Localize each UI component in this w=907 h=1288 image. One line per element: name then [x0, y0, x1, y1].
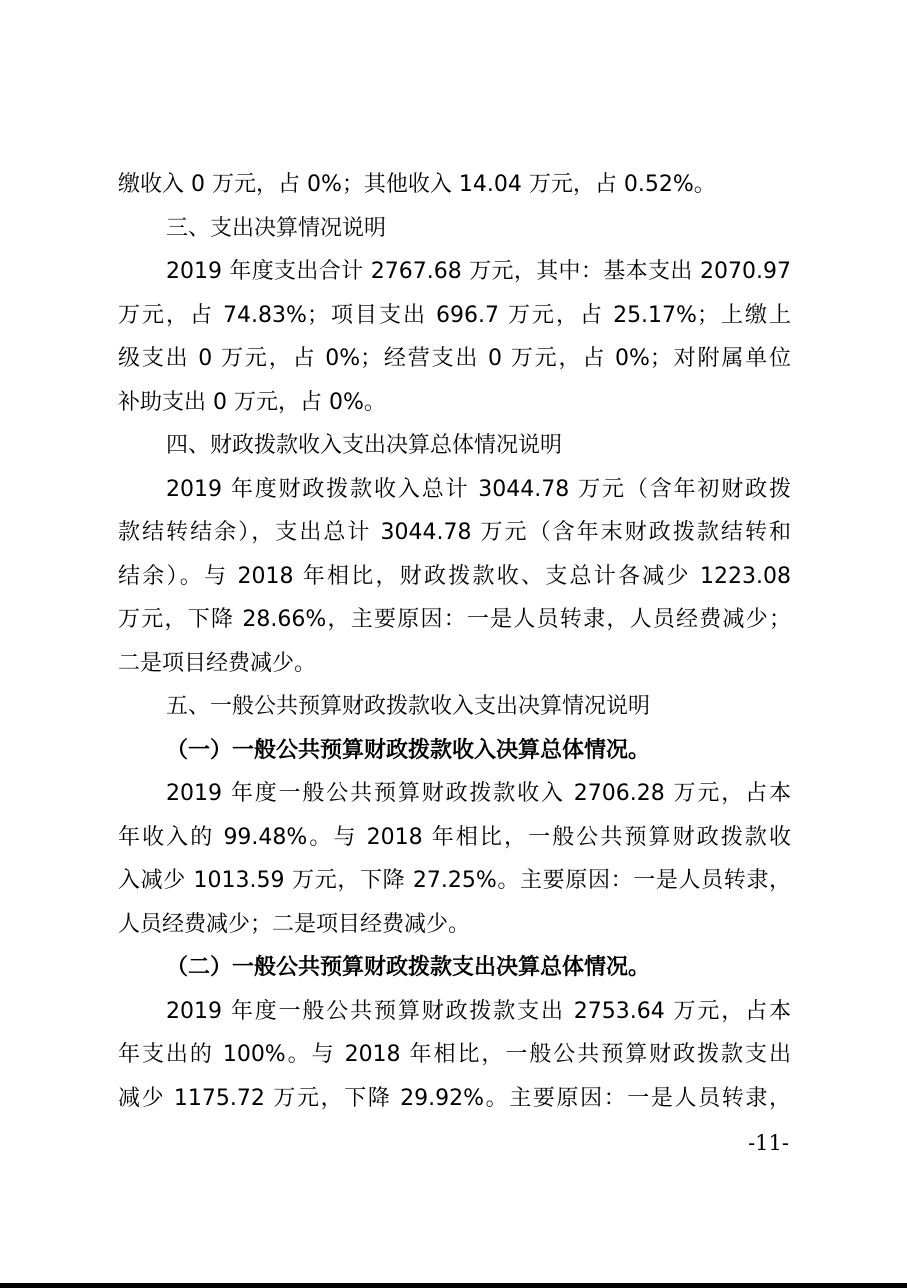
text-line: 缴收入 0 万元，占 0%；其他收入 14.04 万元，占 0.52%。 — [118, 172, 716, 197]
text-line: 结余）。与 2018 年相比，财政拨款收、支总计各减少 1223.08 — [118, 563, 791, 589]
text-line: 2019 年度支出合计 2767.68 万元，其中：基本支出 2070.97 — [166, 259, 791, 284]
text-line: 年收入的 99.48%。与 2018 年相比，一般公共预算财政拨款收 — [118, 824, 791, 850]
section-heading-expenditure: 三、支出决算情况说明 — [166, 215, 387, 241]
text-line: 2019 年度一般公共预算财政拨款收入 2706.28 万元，占本 — [166, 781, 791, 806]
text-line: 减少 1175.72 万元，下降 29.92%。主要原因：一是人员转隶， — [118, 1085, 791, 1111]
text-line: 补助支出 0 万元，占 0%。 — [118, 389, 386, 415]
text-line: 万元，下降 28.66%，主要原因：一是人员转隶，人员经费减少； — [118, 607, 791, 632]
text-line: 款结转结余），支出总计 3044.78 万元（含年末财政拨款结转和 — [118, 520, 791, 545]
text-line: 入减少 1013.59 万元，下降 27.25%。主要原因：一是人员转隶， — [118, 868, 791, 893]
document-body — [118, 163, 791, 1120]
text-line: 2019 年度一般公共预算财政拨款支出 2753.64 万元，占本 — [166, 998, 791, 1024]
bottom-border — [0, 1283, 907, 1288]
subsection-heading-expenditure: （二）一般公共预算财政拨款支出决算总体情况。 — [166, 955, 651, 980]
text-line: 万元，占 74.83%；项目支出 696.7 万元，占 25.17%；上缴上 — [118, 302, 791, 328]
section-heading-fiscal-allocation: 四、财政拨款收入支出决算总体情况说明 — [166, 433, 563, 458]
text-line: 年支出的 100%。与 2018 年相比，一般公共预算财政拨款支出 — [118, 1042, 791, 1067]
text-line: 2019 年度财政拨款收入总计 3044.78 万元（含年初财政拨 — [166, 476, 791, 502]
text-line: 二是项目经费减少。 — [118, 650, 317, 676]
subsection-heading-income: （一）一般公共预算财政拨款收入决算总体情况。 — [166, 737, 651, 763]
section-heading-general-budget: 五、一般公共预算财政拨款收入支出决算情况说明 — [166, 694, 651, 719]
text-line: 人员经费减少；二是项目经费减少。 — [118, 911, 471, 937]
page-number: -11- — [748, 1131, 789, 1155]
text-line: 级支出 0 万元，占 0%；经营支出 0 万元，占 0%；对附属单位 — [118, 346, 791, 371]
